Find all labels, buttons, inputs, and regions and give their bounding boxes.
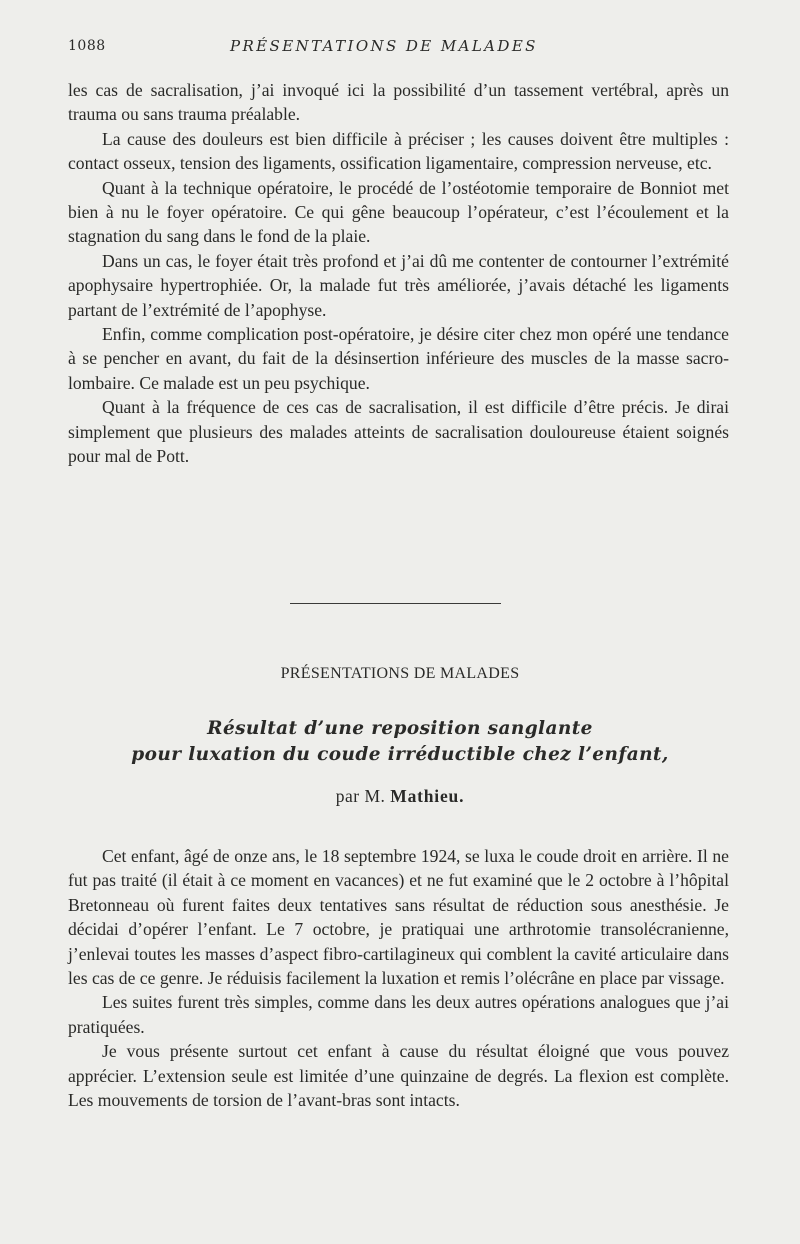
paragraph: Dans un cas, le foyer était très profond et j’ai dû me contenter de contourner l’extrémité apophysaire hypertrophiée. Or, la malade fut très améliorée, j’avais détaché les ligaments partant de l’extrémité de l’apophyse. [68, 250, 729, 320]
byline-prefix: par M. [335, 786, 386, 806]
paragraph: Quant à la fréquence de ces cas de sacralisation, il est difficile d’être précis. Je dirai simplement que plusieurs des malades atteints de sacralisation douloureuse étaient soignés pour mal de Pott. [68, 397, 729, 467]
paragraph: Je vous présente surtout cet enfant à cause du résultat éloigné que vous pouvez apprécier. L’extension seule est limitée d’une quinzaine de degrés. La flexion est complète. Les mouvements de torsion de l’avant-bras sont intacts. [68, 1041, 729, 1111]
byline [0, 786, 800, 807]
author-name: Mathieu. [390, 786, 465, 806]
continued-text [68, 78, 729, 469]
article-title-line-2: pour luxation du coude irréductible chez l’enfant, [131, 744, 669, 765]
article-body [68, 844, 729, 1112]
article-title-line-1: Résultat d’une reposition sanglante [207, 718, 593, 739]
running-head [64, 36, 740, 58]
paragraph: les cas de sacralisation, j’ai invoqué ici la possibilité d’un tassement vertébral, après un trauma ou sans trauma préalable. [68, 80, 729, 125]
section-separator-rule [290, 603, 501, 604]
paragraph: Cet enfant, âgé de onze ans, le 18 septembre 1924, se luxa le coude droit en arrière. Il ne fut pas traité (il était à ce moment en vacances) et ne fut examiné que le 2 octobre à l’hôpital Bretonneau où furent faites deux tentatives sans résultat de réduction sous anesthésie. Je décidai d’opérer l’enfant. Le 7 octobre, je pratiquai une arthrotomie transolécranienne, j’enlevai toutes les masses d’aspect fibro-cartilagineux qui comblent la cavité articulaire dans les cas de ce genre. Je réduisis facilement la luxation et remis l’olécrâne en place par vissage. [68, 846, 729, 989]
paragraph: Quant à la technique opératoire, le procédé de l’ostéotomie temporaire de Bonniot met bien à nu le foyer opératoire. Ce qui gêne beaucoup l’opérateur, c’est l’écoulement et la stagnation du sang dans le fond de la plaie. [68, 177, 729, 247]
section-heading: PRÉSENTATIONS DE MALADES [280, 665, 520, 682]
paragraph: Les suites furent très simples, comme dans les deux autres opérations analogues que j’ai pratiquées. [68, 992, 729, 1037]
paragraph: La cause des douleurs est bien difficile à préciser ; les causes doivent être multiples : contact osseux, tension des ligaments, ossification ligamentaire, compression nerveuse, etc. [68, 128, 729, 174]
paragraph: Enfin, comme complication post-opératoire, je désire citer chez mon opéré une tendance à se pencher en avant, du fait de la désinsertion inférieure des muscles de la masse sacro-lombaire. Ce malade est un peu psychique. [68, 324, 729, 393]
page-number: 1088 [68, 38, 106, 54]
article-title [0, 716, 800, 768]
running-title: PRÉSENTATIONS DE MALADES [230, 37, 538, 55]
